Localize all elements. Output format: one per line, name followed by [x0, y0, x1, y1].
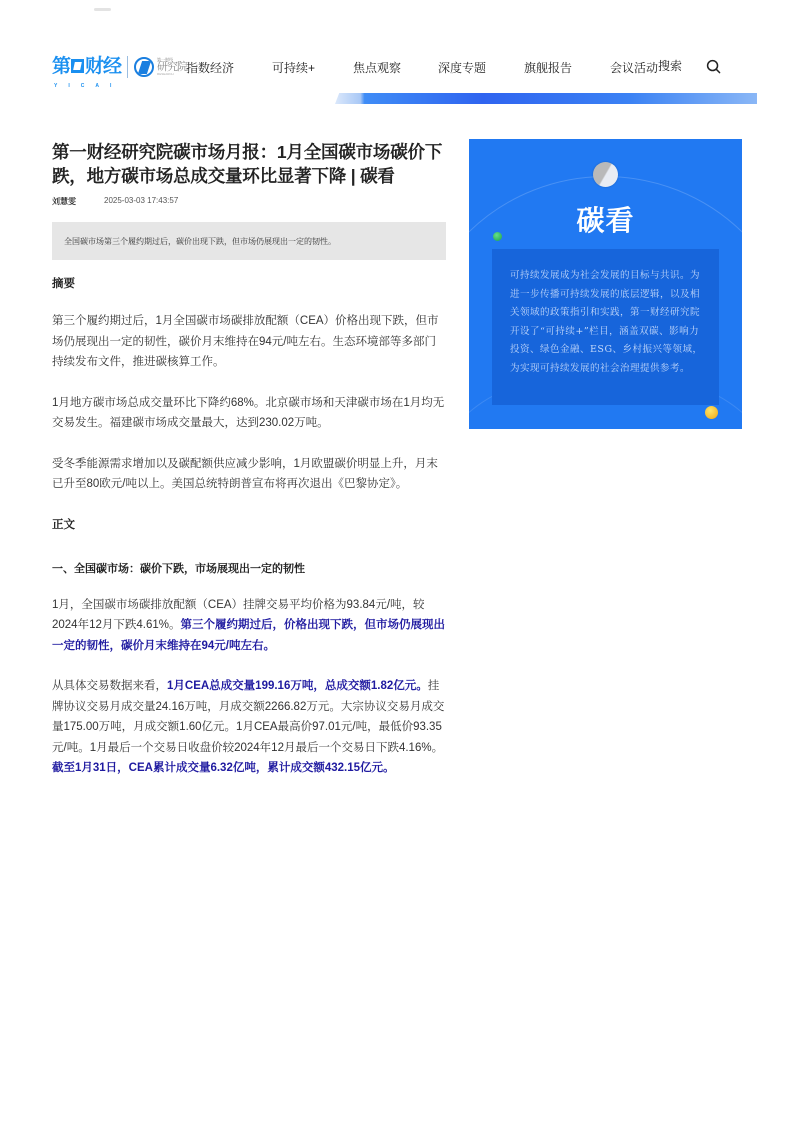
badge-icon [593, 162, 618, 187]
logo-square-icon [71, 59, 84, 73]
section-1-paragraph-1: 1月，全国碳市场碳排放配额（CEA）挂牌交易平均价格为93.84元/吨，较2024年12月下跌4.61%。第三个履约期过后，价格出现下跌，但市场仍展现出一定的韧性，碳价月末维持在94元/吨左右。 [52, 598, 445, 652]
search-icon[interactable] [706, 59, 721, 74]
card-description-box [492, 249, 719, 405]
abstract-heading: 摘要 [52, 278, 75, 290]
yellow-dot-icon [705, 406, 718, 419]
column-intro-card[interactable] [469, 139, 742, 429]
nav-item-flagship-reports[interactable]: 旗舰报告 [524, 61, 573, 75]
article-meta [52, 196, 446, 207]
highlight-text: 第三个履约期过后，价格出现下跌，但市场仍展现出一定的韧性，碳价月末维持在94元/吨左右。 [52, 619, 445, 652]
article [52, 140, 446, 779]
article-datetime: 2025-03-03 17:43:57 [104, 196, 179, 205]
abstract-paragraph-1: 第三个履约期过后，1月全国碳市场碳排放配额（CEA）价格出现下跌，但市场仍展现出一定的韧性，碳价月末维持在94元/吨左右。生态环境部等多部门持续发布文件，推进碳核算工作。 [52, 315, 439, 368]
institute-logo-icon [134, 57, 154, 77]
card-title: 碳看 [576, 205, 635, 236]
nav-item-sustainability[interactable]: 可持续+ [272, 61, 316, 75]
nav-item-events[interactable]: 会议活动 [610, 61, 659, 75]
article-author[interactable]: 刘慧雯 [52, 197, 76, 206]
yicai-logo: 第 财经 YICAI [52, 58, 121, 76]
card-description: 可持续发展成为社会发展的目标与共识。为进一步传播可持续发展的底层逻辑，以及相关领域的政策指引和实践，第一财经研究院开设了“可持续+”栏目，涵盖双碳、影响力投资、绿色金融、ESG、乡村振兴等领域，为实现可持续发展的社会治理提供参考。 [510, 270, 703, 374]
highlight-text: 1月CEA总成交量199.16万吨，总成交额1.82亿元。 [167, 680, 428, 692]
article-summary [52, 222, 446, 260]
site-logo[interactable] [52, 54, 188, 89]
abstract-paragraph-3: 受冬季能源需求增加以及碳配额供应减少影响，1月欧盟碳价明显上升，月末已升至80欧元/吨以上。美国总统特朗普宣布将再次退出《巴黎协定》。 [52, 457, 438, 490]
article-title: 第一财经研究院碳市场月报：1月全国碳市场碳价下跌，地方碳市场总成交量环比显著下降 | 碳看 [52, 142, 443, 186]
summary-text: 全国碳市场第三个履约期过后，碳价出现下跌，但市场仍展现出一定的韧性。 [64, 236, 336, 246]
body-heading: 正文 [52, 518, 75, 531]
logo-divider [127, 56, 128, 78]
institute-logo-text: 第一财经 研究院 RESEARCH [157, 57, 188, 76]
search-label[interactable]: 搜索 [658, 59, 683, 73]
site-header [0, 50, 793, 89]
nav-item-in-depth[interactable]: 深度专题 [438, 61, 487, 75]
abstract-paragraph-2: 1月地方碳市场总成交量环比下降约68%。北京碳市场和天津碳市场在1月均无交易发生。福建碳市场成交量最大，达到230.02万吨。 [52, 396, 445, 429]
section-1-paragraph-2: 从具体交易数据来看，1月CEA总成交量199.16万吨，总成交额1.82亿元。挂牌协议交易月成交量24.16万吨，月成交额2266.82万元。大宗协议交易月成交量175.00万吨，月成交额1.60亿元。1月CEA最高价97.01元/吨，最低价93.35元/吨。1月最后一个交易日收盘价较2024年12月最后一个交易日下跌4.16%。截至1月31日，CEA累计成交量6.32亿吨，累计成交额432.15亿元。 [52, 680, 445, 774]
green-dot-icon [493, 232, 502, 241]
section-1-heading: 一、全国碳市场：碳价下跌，市场展现出一定的韧性 [52, 562, 305, 575]
nav-item-index-economy[interactable]: 指数经济 [186, 61, 235, 75]
logo-subtitle: YICAI [54, 83, 123, 89]
highlight-text: 截至1月31日，CEA累计成交量6.32亿吨，累计成交额432.15亿元。 [52, 762, 395, 774]
header-gradient-bar [335, 93, 757, 104]
nav-item-focus[interactable]: 焦点观察 [353, 61, 402, 75]
top-handle [94, 8, 111, 11]
